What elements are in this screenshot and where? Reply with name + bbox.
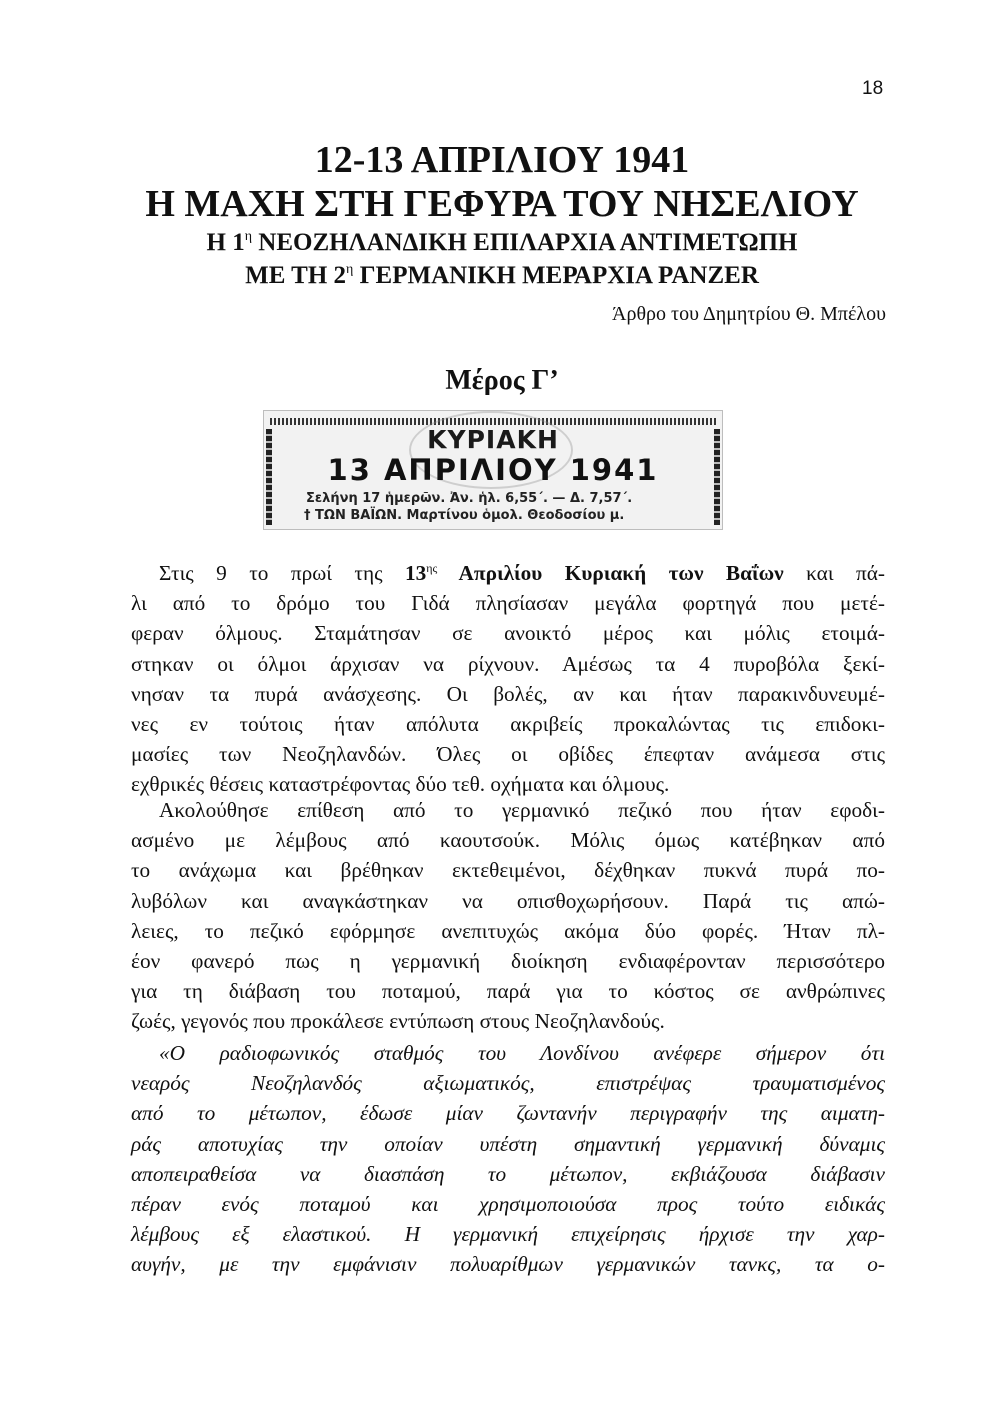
page-number: 18	[862, 78, 884, 99]
paragraph-line: Στις 9 το πρωί της $13^{\eta\varsigma}$ Απριλίου Κυριακή των Βαΐων και πά-	[159, 561, 885, 585]
paragraph-line: «Ο ραδιοφωνικός σταθμός του Λονδίνου ανέφερε σήμερον ότι	[159, 1041, 885, 1065]
paragraph-line: λειες, το πεζικό εφόρμησε ανεπιτυχώς ακόμα δύο φορές. Ήταν πλ-	[131, 918, 885, 943]
clipping-day: ΚΥΡΙΑΚΗ	[427, 425, 559, 454]
paragraph-line: εχθρικές θέσεις καταστρέφοντας δύο τεθ. οχήματα και όλμους.	[131, 772, 670, 797]
author-byline: Άρθρο του Δημητρίου Θ. Μπέλου	[612, 303, 886, 325]
clipping-date: 13 ΑΠΡΙΛΙΟΥ 1941	[327, 453, 659, 487]
clipping-feast-line: † ΤΩΝ ΒΑΪΩΝ. Μαρτίνου ὁμολ. Θεοδοσίου μ.	[304, 508, 625, 523]
paragraph-line: για τη διάβαση του ποταμού, παρά για το κόστος σε ανθρώπινες	[131, 979, 885, 1004]
subtitle-line-2: ΜΕ ΤΗ $2^\eta$ ΓΕΡΜΑΝΙΚΗ ΜΕΡΑΡΧΙΑ PANZER	[245, 262, 759, 289]
paragraph-line: αποπειραθείσα να διασπάση το μέτωπον, εκβιάζουσα διάβασιν	[131, 1161, 885, 1186]
subtitle-line-1: Η $1^\eta$ ΝΕΟΖΗΛΑΝΔΙΚΗ ΕΠΙΛΑΡΧΙΑ ΑΝΤΙΜΕΤΩΠΗ	[206, 229, 798, 256]
part-heading: Μέρος Γ’	[445, 365, 559, 396]
paragraph-line: νεαρός Νεοζηλανδός αξιωματικός, επιστρέψας τραυματισμένος	[131, 1071, 885, 1096]
title-date: 12-13 ΑΠΡΙΛΙΟΥ 1941	[314, 139, 690, 181]
paragraph-line: λυβόλων και αναγκάστηκαν να οπισθοχωρήσουν. Παρά τις απώ-	[131, 888, 885, 913]
paragraph-line: νες εν τούτοις ήταν απόλυτα ακριβείς προκαλώντας τις επιδοκι-	[131, 712, 885, 737]
paragraph-2	[131, 795, 885, 1037]
paragraph-line: λι από το δρόμο του Γιδά πλησίασαν μεγάλα φορτηγά που μετέ-	[131, 591, 885, 616]
paragraph-line: ζωές, γεγονός που προκάλεσε εντύπωση στους Νεοζηλανδούς.	[131, 1009, 665, 1034]
paragraph-line: ράς αποτυχίας την οποίαν υπέστη σημαντική γερμανική δύναμις	[131, 1131, 885, 1156]
newspaper-clipping-image	[263, 410, 723, 530]
paragraph-line: από το μέτωπον, έδωσε μίαν ζωντανήν περιγραφήν της αιματη-	[131, 1101, 885, 1126]
paragraph-line: αυγήν, με την εμφάνισιν πολυαρίθμων γερμανικών τανκς, τα ο-	[131, 1252, 885, 1277]
paragraph-line: λέμβους εξ ελαστικού. Η γερμανική επιχείρησις ήρχισε την χαρ-	[131, 1222, 885, 1247]
paragraph-line: ασμένο με λέμβους από καουτσούκ. Μόλις όμως κατέβηκαν από	[131, 828, 885, 853]
clipping-almanac-line: Σελήνη 17 ἡμερῶν. Ἀν. ἡλ. 6,55΄. — Δ. 7,57΄.	[306, 491, 633, 506]
paragraph-line: νησαν τα πυρά ανάσχεσης. Οι βολές, αν και ήταν παρακινδυνευμέ-	[131, 681, 885, 706]
paragraph-line: Ακολούθησε επίθεση από το γερμανικό πεζικό που ήταν εφοδι-	[159, 798, 885, 822]
paragraph-line: το ανάχωμα και βρέθηκαν εκτεθειμένοι, δέχθηκαν πυκνά πυρά πο-	[131, 858, 885, 883]
paragraph-line: έον φανερό πως η γερμανική διοίκηση ενδιαφέρονταν περισσότερο	[131, 949, 885, 974]
paragraph-line: στηκαν οι όλμοι άρχισαν να ρίχνουν. Αμέσως τα 4 πυροβόλα ξεκί-	[131, 651, 885, 676]
title-main: Η ΜΑΧΗ ΣΤΗ ΓΕΦΥΡΑ ΤΟΥ ΝΗΣΕΛΙΟΥ	[145, 183, 859, 225]
paragraph-line: μασίες των Νεοζηλανδών. Όλες οι οβίδες έπεφταν ανάμεσα στις	[131, 742, 885, 767]
paragraph-line: πέραν ενός ποταμού και χρησιμοποιούσα προς τούτο ειδικάς	[131, 1192, 885, 1217]
paragraph-1	[131, 553, 885, 800]
paragraph-line: φεραν όλμους. Σταμάτησαν σε ανοικτό μέρος και μόλις ετοιμά-	[131, 621, 885, 646]
quoted-broadcast-paragraph	[131, 1038, 885, 1280]
